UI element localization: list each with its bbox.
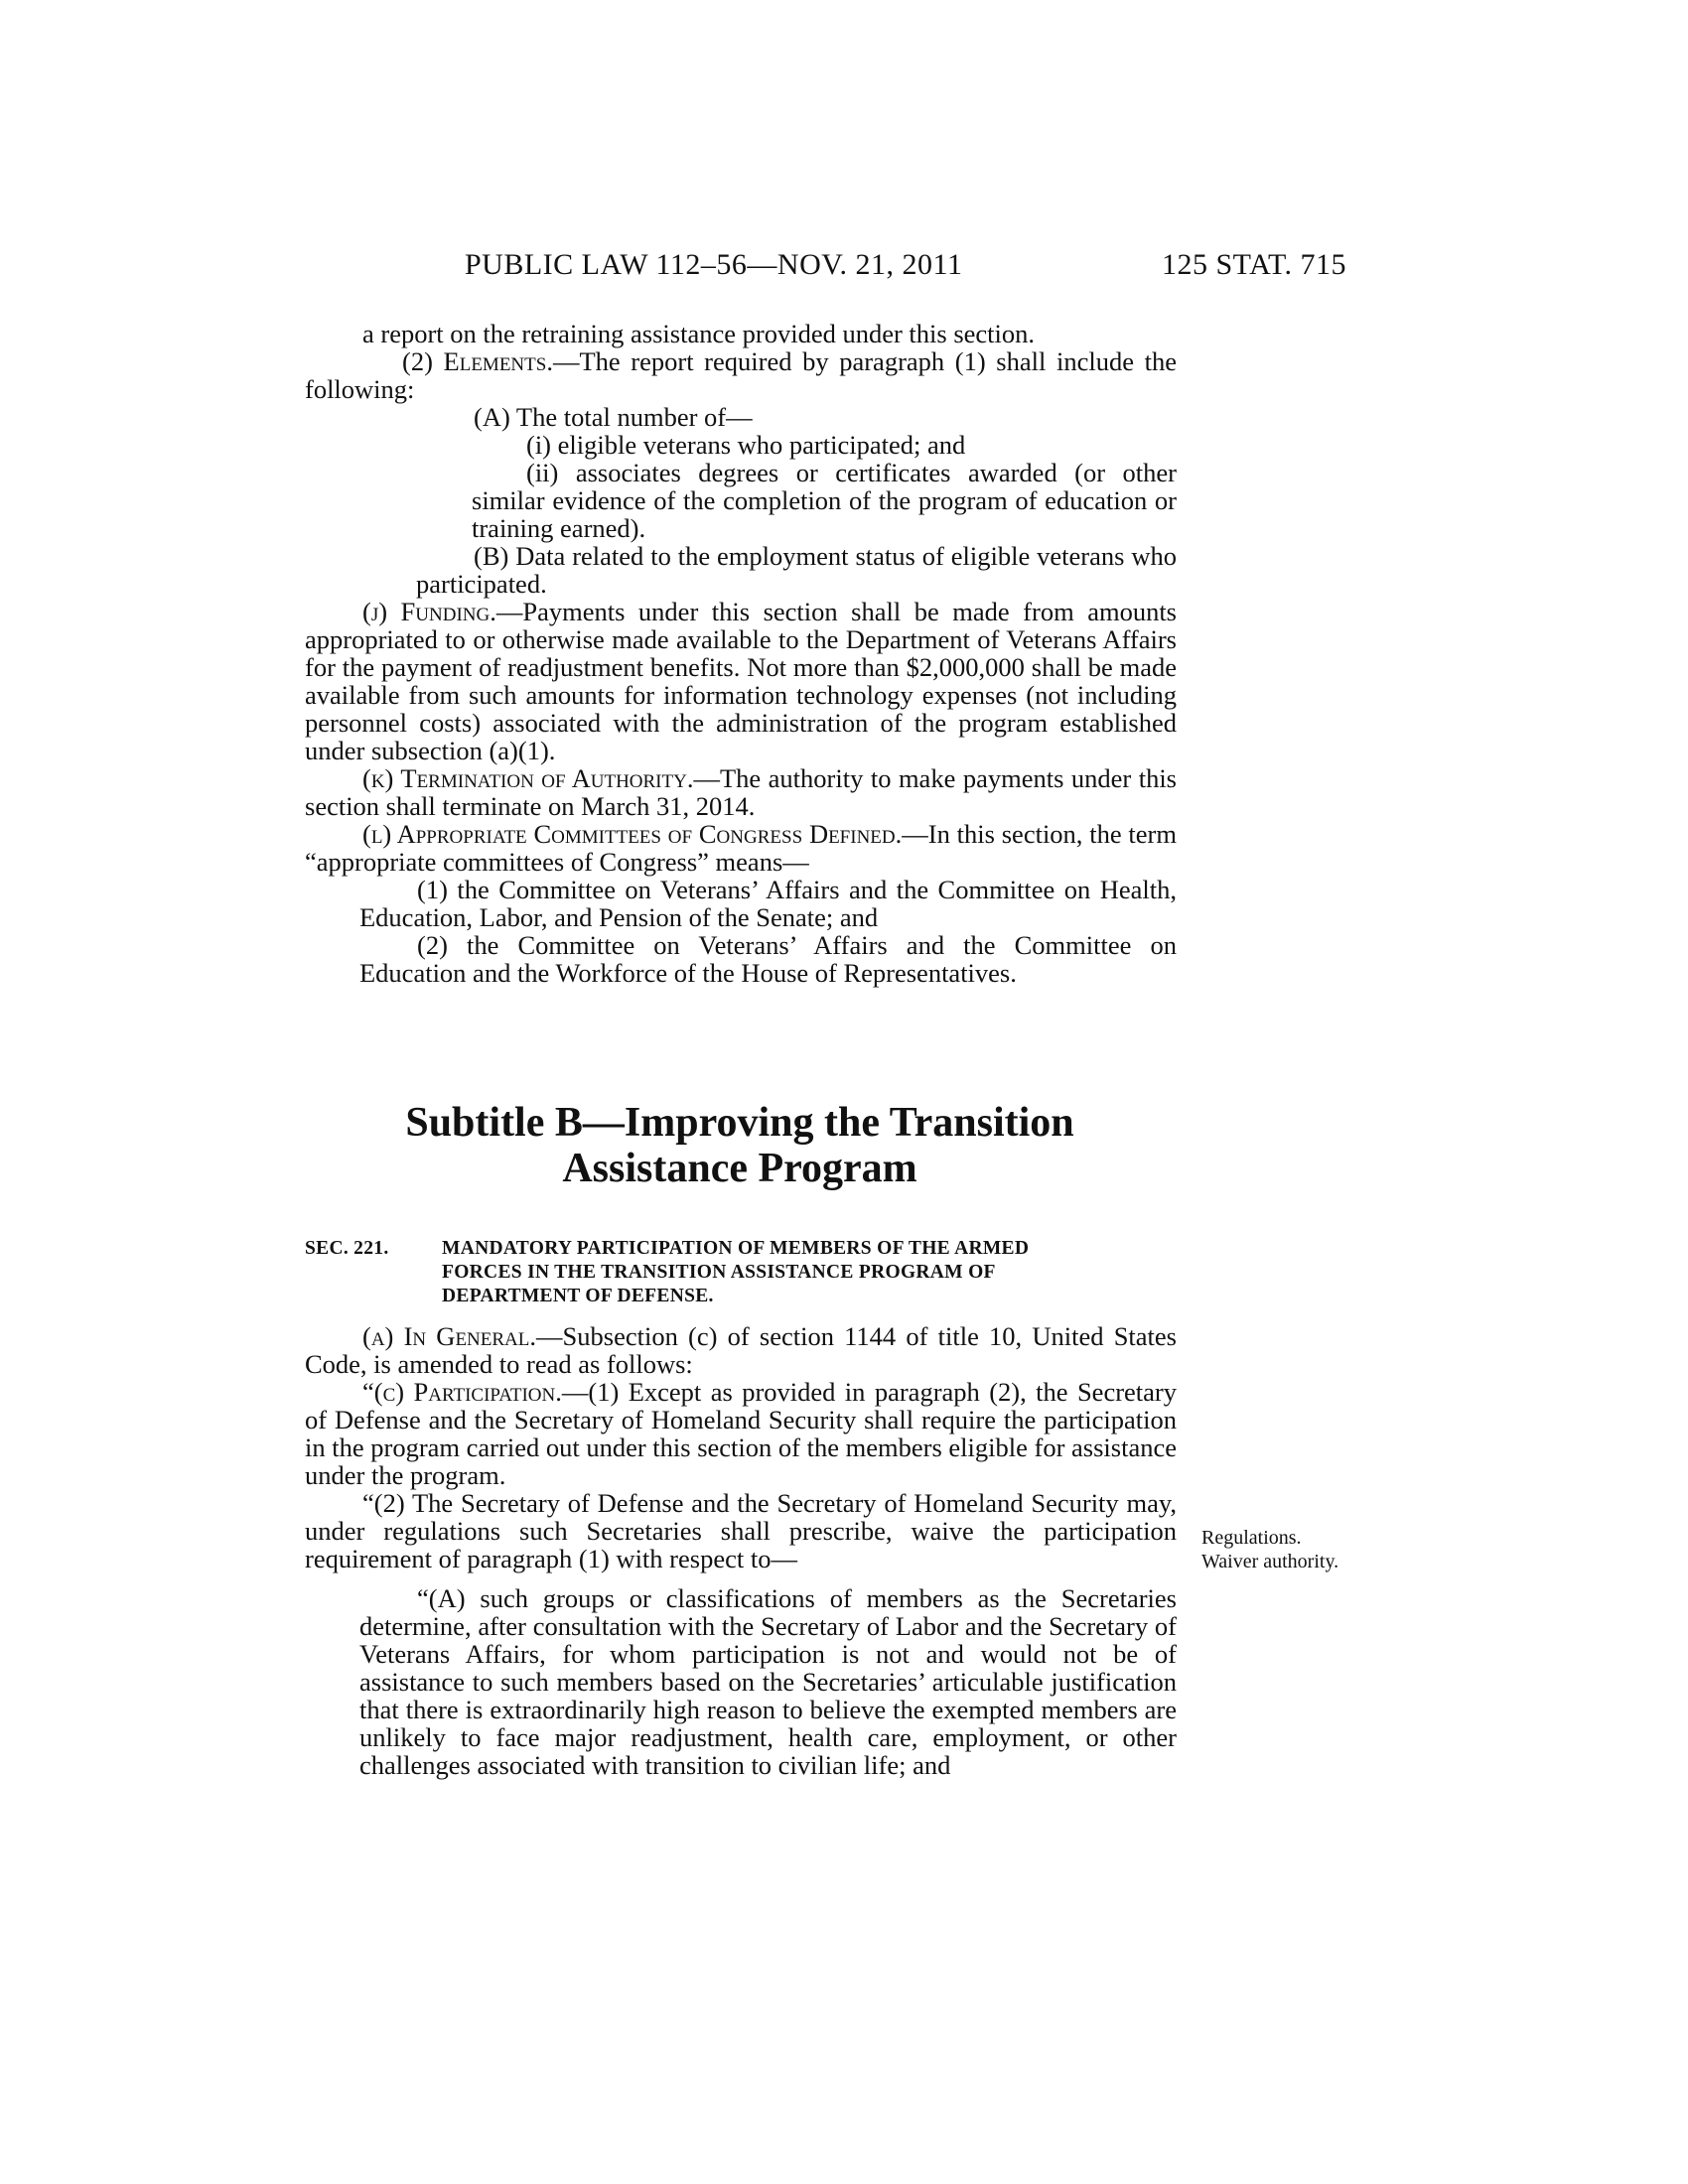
subsection-k-text: —The authority to make payments under this section shall terminate on March 31, 2014. bbox=[305, 763, 1177, 821]
margin-note-regulations: Regulations. bbox=[1201, 1527, 1302, 1549]
clause-A: (A) The total number of— bbox=[474, 402, 753, 432]
subtitle-line-1: Subtitle B—Improving the Transition bbox=[405, 1100, 1074, 1146]
margin-note-waiver-authority: Waiver authority. bbox=[1201, 1551, 1339, 1572]
subsection-l-item-2: (2) the Committee on Veterans’ Affairs and the Committee on Education and the Workforce of the House of Representatives. bbox=[359, 930, 1177, 988]
clause-B: (B) Data related to the employment status of eligible veterans who participated. bbox=[416, 541, 1177, 599]
subsection-l-heading: (l) Appropriate Committees of Congress Defined. bbox=[362, 819, 903, 849]
running-header-title: PUBLIC LAW 112–56—NOV. 21, 2011 bbox=[465, 248, 963, 281]
subsection-l-item-1: (1) the Committee on Veterans’ Affairs and the Committee on Health, Education, Labor, and Pension of the Senate; and bbox=[359, 875, 1177, 932]
section-number: SEC. 221. bbox=[305, 1238, 389, 1259]
elements-heading: (2) Elements. bbox=[402, 346, 553, 376]
section-title-line-1: MANDATORY PARTICIPATION OF MEMBERS OF THE ARMED bbox=[442, 1238, 1030, 1259]
subsection-a-text: —Subsection (c) of section 1144 of title 10, United States Code, is amended to read as follows: bbox=[305, 1321, 1177, 1379]
subsection-j-text: —Payments under this section shall be made from amounts appropriated to or otherwise made available to the Department of Veterans Affairs for the payment of readjustment benefits. Not more than $2,000,000 shall be made available from such amounts for information technology expenses (not including personnel costs) associated with the administration of the program established under subsection (a)(1). bbox=[305, 597, 1177, 765]
subsection-j-heading: (j) Funding. bbox=[362, 597, 496, 626]
subtitle-line-2: Assistance Program bbox=[562, 1146, 917, 1191]
subsection-j bbox=[305, 598, 1177, 764]
subsection-l bbox=[305, 820, 1177, 876]
subtitle-heading bbox=[298, 1100, 1182, 1191]
paragraph-elements bbox=[305, 347, 1177, 403]
text-block-bottom bbox=[305, 1322, 1177, 1779]
quoted-subsection-c bbox=[305, 1378, 1177, 1489]
subsection-a bbox=[305, 1322, 1177, 1378]
section-title-line-2: FORCES IN THE TRANSITION ASSISTANCE PROGRAM OF bbox=[442, 1262, 996, 1283]
clause-ii: (ii) associates degrees or certificates awarded (or other similar evidence of the completion of the program of education or training earned). bbox=[472, 458, 1177, 543]
subsection-k bbox=[305, 764, 1177, 820]
paragraph-report-continuation: a report on the retraining assistance provided under this section. bbox=[362, 319, 1036, 348]
quoted-subparagraph-A: “(A) such groups or classifications of members as the Secretaries determine, after consultation with the Secretary of Labor and the Secretary of Veterans Affairs, for whom participation is not and would not be of assistance to such members based on the Secretaries’ articulable justification that there is extraordinarily high reason to believe the exempted members are unlikely to face major readjustment, health care, employment, or other challenges associated with transition to civilian life; and bbox=[359, 1583, 1177, 1780]
subsection-k-heading: (k) Termination of Authority. bbox=[362, 763, 694, 793]
quoted-subsection-c-heading: “(c) Participation. bbox=[362, 1377, 562, 1407]
section-heading-line-1 bbox=[305, 1237, 1177, 1261]
section-heading bbox=[305, 1237, 1177, 1308]
running-header-page-number: 125 STAT. 715 bbox=[1162, 248, 1347, 281]
subsection-a-heading: (a) In General. bbox=[362, 1321, 537, 1351]
subsection-l-text: —In this section, the term “appropriate committees of Congress” means— bbox=[305, 819, 1177, 877]
margin-notes bbox=[1201, 1526, 1338, 1573]
section-title-line-3: DEPARTMENT OF DEFENSE. bbox=[442, 1286, 714, 1306]
quoted-paragraph-2: “(2) The Secretary of Defense and the Secretary of Homeland Security may, under regulations such Secretaries shall prescribe, waive the participation requirement of paragraph (1) with respect to— bbox=[305, 1488, 1177, 1573]
elements-text: —The report required by paragraph (1) shall include the following: bbox=[305, 346, 1177, 404]
quoted-subsection-c-text: —(1) Except as provided in paragraph (2), the Secretary of Defense and the Secretary of Homeland Security shall require the participation in the program carried out under this section of the members eligible for assistance under the program. bbox=[305, 1377, 1177, 1490]
text-block-top bbox=[305, 320, 1177, 987]
clause-i: (i) eligible veterans who participated; and bbox=[526, 430, 966, 460]
